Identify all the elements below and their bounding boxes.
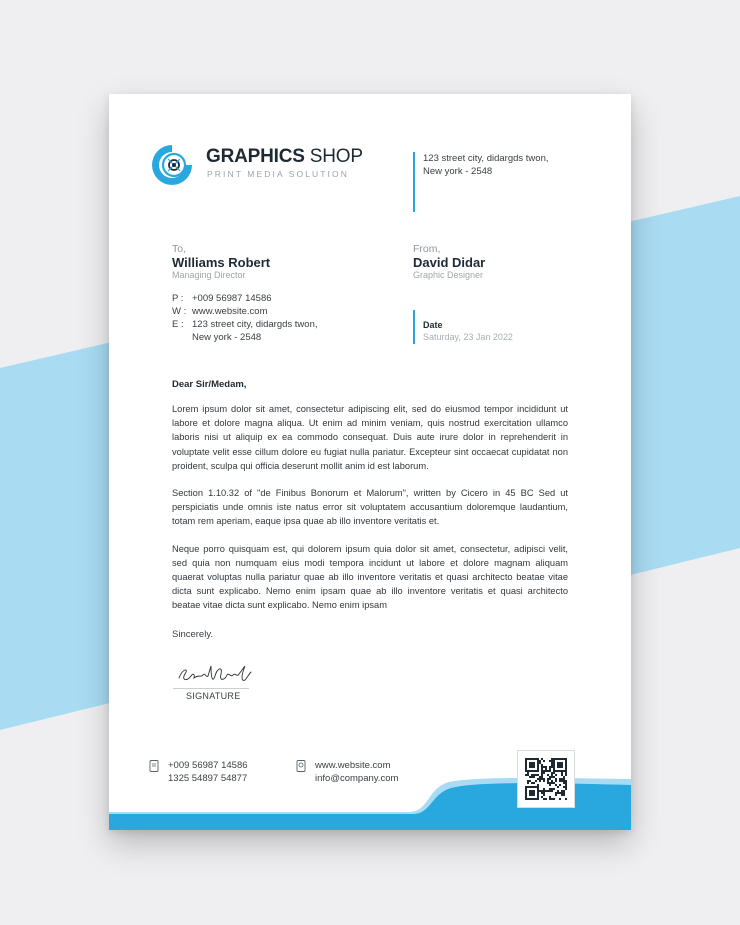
date-divider (413, 310, 415, 344)
letter-body (172, 402, 568, 626)
closing: Sincerely. (172, 629, 214, 640)
signature-script (175, 660, 253, 688)
contact-address-2: New york - 2548 (192, 332, 262, 343)
footer-website: www.website.com (315, 760, 391, 771)
recipient-role: Managing Director (172, 270, 246, 280)
qr-code-icon (518, 751, 574, 807)
recipient-name: Williams Robert (172, 255, 271, 270)
footer-phones (168, 759, 248, 785)
contact-address: E : 123 street city, didargds twon, (172, 319, 318, 330)
signature-line (173, 688, 249, 689)
header-address: 123 street city, didargds twon, New york - 2548 (423, 153, 549, 177)
camera-lens-swirl-icon (149, 142, 195, 188)
to-label: To, (172, 243, 187, 255)
paragraph-1: Lorem ipsum dolor sit amet, consectetur adipiscing elit, sed do eiusmod tempor incididunt ut labore et dolore magna aliqua. Ut enim ad minim veniam, quis nostrud exercitation ullamco laboris nisi ut aliquip ex ea commodo consequat. Duis aute irure dolor in reprehenderit in voluptate velit esse cillum dolore eu fugiat nulla pariatur. Excepteur sint occaecat cupidatat non proident, sculpa qui officia deserunt mollit anim id est laborum. (172, 404, 568, 471)
footer-phone-1: +009 56987 14586 (168, 760, 248, 771)
letterhead-page (109, 94, 631, 830)
footer-email: info@company.com (315, 773, 399, 784)
paragraph-2: Section 1.10.32 of "de Finibus Bonorum et Malorum", written by Cicero in 45 BC Sed ut perspiciatis unde omnis iste natus error sit voluptatem accusantium doloremque laudantium, totam rem aperiam, eaque ipsa quae ab illo inventore veritatis et. (172, 488, 568, 527)
recipient-contacts (172, 292, 318, 344)
date-value: Saturday, 23 Jan 2022 (423, 332, 513, 342)
from-label: From, (413, 243, 441, 255)
date-label: Date (423, 320, 443, 330)
header-divider (413, 152, 415, 212)
paragraph-3: Neque porro quisquam est, qui dolorem ipsum quia dolor sit amet, consectetur, adipisci velit, sed quia non numquam eius modi tempora incidunt ut labore et dolore magnam aliquam quaerat voluptas nulla pariatur quae ab illo inventore veritatis et quasi architecto beatae vitae dicta sunt explicabo. Nemo enim ipsam quae ab illo inventore veritatis et quasi architecto beatae vitae dicta sunt explicabo. Nemo enim ipsam (172, 543, 568, 611)
brand-name: GRAPHICS SHOP (206, 146, 363, 167)
salutation: Dear Sir/Medam, (172, 379, 247, 390)
brand-tagline: PRINT MEDIA SOLUTION (207, 169, 349, 179)
phone-icon (149, 760, 159, 772)
sender-role: Graphic Designer (413, 270, 484, 280)
signature-label: SIGNATURE (186, 691, 241, 701)
contact-phone: P : +009 56987 14586 (172, 293, 272, 304)
footer-web (315, 759, 398, 785)
footer-phone-2: 1325 54897 54877 (168, 773, 248, 784)
contact-web: W : www.website.com (172, 306, 268, 317)
globe-mail-icon (296, 760, 306, 772)
sender-name: David Didar (413, 255, 486, 270)
